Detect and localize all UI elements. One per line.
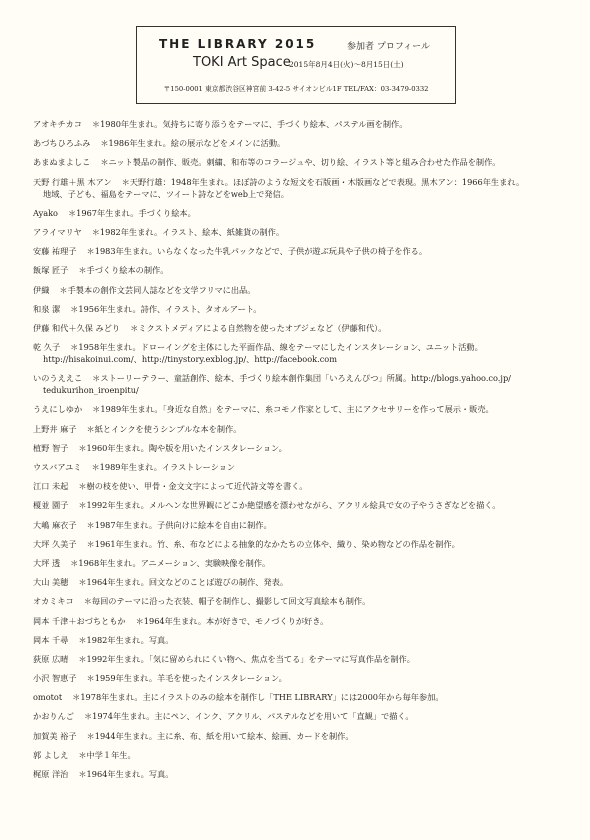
exhibition-dates: 2015年8月4日(火)〜8月15日(土) [289,60,404,69]
participant-description-continued: http://hisakoinui.com/、http://tinystory.exblog.jp/、http://facebook.com [43,354,337,365]
participant-entry [33,118,573,130]
participant-description: ＊中学１年生。 [78,749,136,760]
participant-name: オカミキコ [33,596,74,607]
participant-description: ＊1958年生まれ。ドローイングを主体にした平面作品、線をテーマにしたインスタレーション、ユニット活動。 [70,342,483,353]
participant-name: 岡本 千津＋おづちともか [33,615,126,626]
participant-name: 岡本 千尋 [33,634,69,645]
participant-name: アオキチカコ [33,119,82,129]
participant-description: ＊1992年生まれ。「気に留められにくい物へ、焦点を当てる」をテーマに写真作品を制作。 [78,653,415,664]
participant-name: 和泉 潔 [33,303,61,314]
participant-entry [33,176,573,200]
participant-entry [33,403,573,415]
participant-name: 植野 智子 [33,442,69,453]
participant-description: ＊1982年生まれ。写真。 [78,634,174,645]
participant-description: ＊1986年生まれ。絵の展示などをメインに活動。 [100,138,286,149]
participant-description: ＊1964年生まれ。本が好きで、モノづくりが好き。 [135,615,329,626]
participant-list [33,118,573,787]
venue-address: 〒150-0001 東京都渋谷区神宮前 3-42-5 サイオンビル1F TEL/FAX：03-3479-0332 [163,85,429,93]
participant-description: ＊1964年生まれ。写真。 [78,769,174,779]
participant-entry [33,245,573,257]
participant-entry [33,634,573,646]
participant-entry [33,519,573,531]
participant-name: かおりんご [33,711,74,722]
participant-entry [33,576,573,588]
participant-description: ＊1944年生まれ。主に糸、布、紙を用いて絵本、絵画、カードを制作。 [86,730,354,741]
participant-name: 天野 行雄＋黒 木アン [33,176,112,187]
participant-entry [33,749,573,761]
participant-description: ＊毎回のテーマに沿った衣装、帽子を制作し、撮影して回文写真絵本も制作。 [83,596,371,607]
participant-entry [33,653,573,665]
participant-entry [33,730,573,742]
participant-description-continued: tedukurihon_iroenpitu/ [43,385,139,396]
participant-entry [33,264,573,276]
participant-entry [33,442,573,454]
participant-description: ＊1968年生まれ。アニメーション、実験映像を制作。 [70,557,271,568]
participant-description: ＊1983年生まれ。いらなくなった牛乳パックなどで、子供が遊ぶ玩具や子供の椅子を作る。 [86,246,428,257]
participant-name: 伊織 [33,284,50,295]
participant-name: 江口 未起 [33,481,69,492]
participant-name: あまぬまよしこ [33,157,91,168]
exhibition-title: THE LIBRARY 2015 [159,37,317,51]
participant-name: 乾 久子 [33,342,61,353]
participant-name: 伊藤 和代＋久保 みどり [33,322,121,333]
participant-entry [33,691,573,703]
participant-entry [33,156,573,168]
participant-entry [33,768,573,780]
participant-description: ＊1974年生まれ。主にペン、インク、アクリル、パステルなどを用いて「直観」で描く。 [83,711,414,722]
participant-description: ＊ストーリーテラー、童話創作、絵本、手づくり絵本創作集団「いろえんぴつ」所属。http://blogs.yahoo.co.jp/ [92,373,511,384]
participant-name: 大坪 久美子 [33,538,77,549]
participant-description: ＊1989年生まれ。イラストレーション [91,462,236,472]
participant-name: 飯塚 匠子 [33,265,69,276]
participant-name: 大嶋 麻衣子 [33,519,77,530]
participant-entry [33,341,573,365]
participant-entry [33,423,573,435]
participant-description: ＊1978年生まれ。主にイラストのみの絵本を制作し「THE LIBRARY」には2000年から毎年参加。 [72,692,444,703]
participant-description-continued: 地域、子ども、福島をテーマに、ツイート詩などをweb上で発信。 [43,188,289,199]
participant-entry [33,137,573,149]
participant-description: ＊1959年生まれ。羊毛を使ったインスタレーション。 [86,673,287,684]
participant-name: 小沢 智恵子 [33,673,77,684]
participant-name: omotot [33,692,63,703]
participant-description: ＊ミクストメディアによる自然物を使ったオブジェなど（伊藤和代）。 [130,322,387,333]
participant-name: 安藤 祐理子 [33,246,77,257]
participant-name: 梶原 洋治 [33,769,69,779]
participant-entry [33,557,573,569]
participant-name: あづちひろふみ [33,138,91,149]
participant-entry [33,284,573,296]
participant-description: ＊天野行雄：1948年生まれ。ほぼ詩のような短文を石版画・木版画などで表現。黒木アン：1966年生まれ。 [121,176,525,187]
participant-entry [33,480,573,492]
participant-entry [33,207,573,219]
participant-description: ＊1987年生まれ。子供向けに絵本を自由に制作。 [86,519,272,530]
participant-description: ＊1967年生まれ。手づくり絵本。 [67,207,196,218]
participant-description: ＊ニット製品の制作、販売。刺繍、和布等のコラージュや、切り絵、イラスト等と組み合わせた作品を制作。 [100,157,501,168]
participant-name: 郭 よしえ [33,749,69,760]
venue-name: TOKI Art Space [193,55,291,70]
participant-description: ＊1992年生まれ。メルヘンな世界観にどこか絶望感を漂わせながら、アクリル絵具で女の子やうさぎなどを描く。 [78,500,501,511]
participant-name: Ayako [33,207,58,218]
participant-description: ＊1989年生まれ。「身近な自然」をテーマに、糸コモノ作家として、主にアクセサリーを作って展示・販売。 [92,404,494,415]
participant-entry [33,499,573,511]
participant-entry [33,322,573,334]
participant-description: ＊1980年生まれ。気持ちに寄り添うをテーマに、手づくり絵本、パステル画を制作。 [91,119,408,129]
participant-entry [33,538,573,550]
participant-description: ＊1964年生まれ。回文などのことば遊びの制作、発表。 [78,577,289,588]
participant-name: 大山 美穂 [33,577,69,588]
participant-name: うえにしゆか [33,404,83,415]
participant-name: 大坪 透 [33,557,61,568]
participant-description: ＊1960年生まれ。陶や版を用いたインスタレーション。 [78,442,287,453]
participant-entry [33,595,573,607]
participant-name: ウスバアユミ [33,462,82,472]
participant-entry [33,710,573,722]
participant-description: ＊手づくり絵本の制作。 [78,265,169,276]
participant-description: ＊樹の枝を使い、甲骨・金文文字によって近代詩文等を書く。 [78,481,308,492]
participant-entry [33,226,573,238]
participant-description: ＊1982年生まれ。イラスト、絵本、紙雑貨の制作。 [91,226,285,237]
participant-name: いのうええこ [33,373,83,384]
participant-entry [33,672,573,684]
participant-description: ＊手製本の創作文芸同人誌などを文学フリマに出品。 [59,284,256,295]
participant-name: 上野井 麻子 [33,423,77,434]
participant-entry [33,461,573,473]
participant-name: 荻原 広晴 [33,653,69,664]
participant-description: ＊1961年生まれ。竹、糸、布などによる抽象的なかたちの立体や、織り、染め物などの作品を制作。 [86,538,460,549]
profile-subtitle: 参加者 プロフィール [347,42,430,52]
participant-description: ＊紙とインクを使うシンプルな本を制作。 [86,423,242,434]
participant-entry [33,615,573,627]
participant-name: アライマリヤ [33,226,82,237]
participant-entry [33,303,573,315]
participant-description: ＊1956年生まれ。詩作、イラスト、タオルアート。 [70,303,262,314]
participant-name: 榎並 園子 [33,500,69,511]
participant-entry [33,372,573,396]
participant-name: 加賀美 裕子 [33,730,77,741]
header-box [136,26,456,104]
